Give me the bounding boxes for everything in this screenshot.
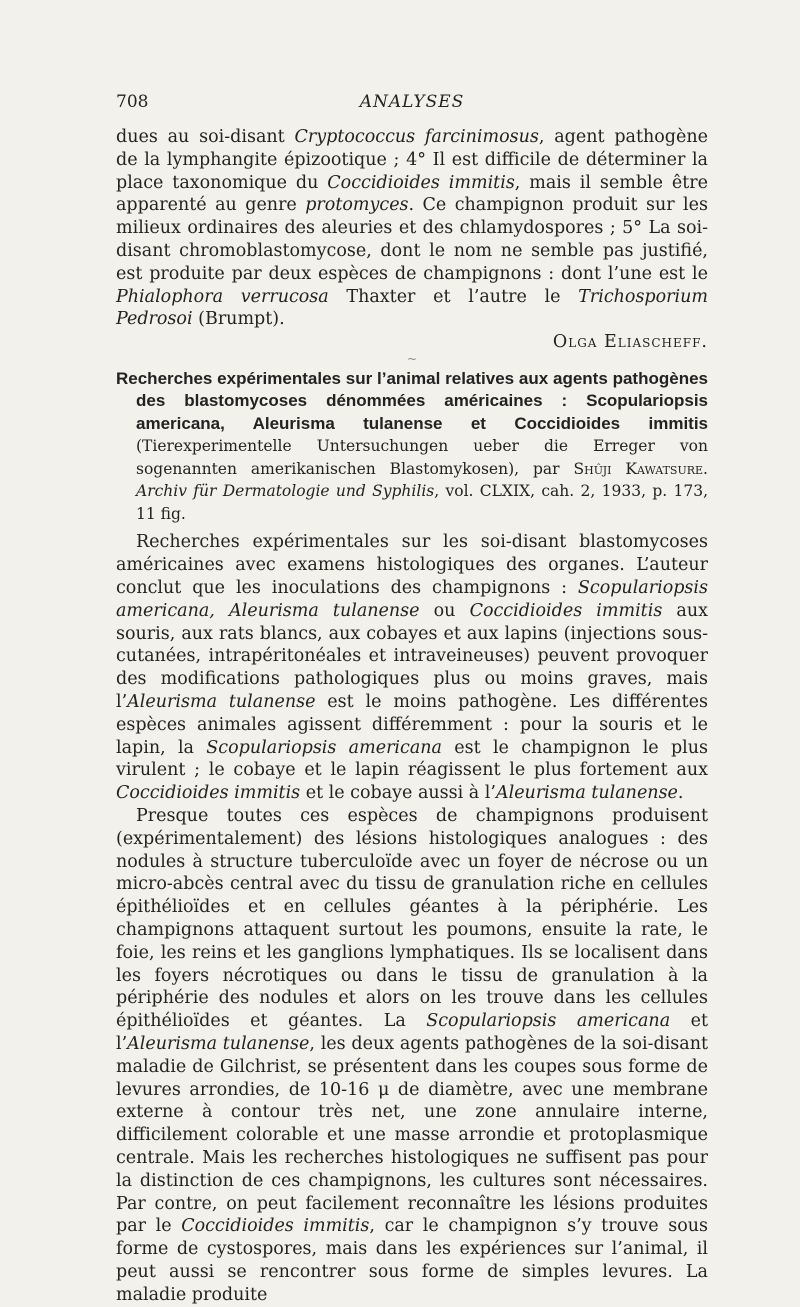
previous-review-ending: dues au soi-disant Cryptococcus farcinimosus, agent pathogène de la lymphangite épizootique ; 4° Il est difficile de déterminer la place taxonomique du Coccidioides immitis, mais il semble être apparenté au genre protomyces. Ce champignon produit sur les milieux ordinaires des aleuries et des chlamydospores ; 5° La soi-disant chromoblastomycose, dont le nom ne semble pas justifié, est produite par deux espèces de champignons : dont l’une est le Phialophora verrucosa Thaxter et l’autre le Trichosporium Pedrosoi (Brumpt). [116,127,708,330]
page-number: 708 [116,92,149,112]
page-body [116,126,708,1307]
article-author: Shûji Kawatsure [573,459,704,478]
article-title: Recherches expérimentales sur l’animal relatives aux agents pathogènes des blastomycoses dénommées américaines : Scopulariopsis americana, Aleurisma tulanense et Coccidioides immitis [116,368,708,433]
review-paragraph-2: Presque toutes ces espèces de champignons produisent (expérimentalement) des lésions histologiques analogues : des nodules à structure tuberculoïde avec un foyer de nécrose ou un micro-abcès central avec du tissu de granulation riche en cellules épithélioïdes et en cellules géantes à la périphérie. Les champignons attaquent surtout les poumons, ensuite la rate, le foie, les reins et les ganglions lymphatiques. Ils se localisent dans les foyers nécrotiques ou dans le tissu de granulation à la périphérie des nodules et alors on les trouve dans les cellules épithélioïdes et géantes. La Scopulariopsis americana et l’Aleurisma tulanense, les deux agents pathogènes de la soi-disant maladie de Gilchrist, se présentent dans les coupes sous forme de levures arrondies, de 10-16 μ de diamètre, avec une membrane externe à contour très net, une zone annulaire interne, difficilement colorable et une masse arrondie et protoplasmique centrale. Mais les recherches histologiques ne suffisent pas pour la distinction de ces champignons, les cultures sont nécessaires. Par contre, on peut facilement reconnaître les lésions produites par le Coccidioides immitis, car le champignon s’y trouve sous forme de cystospores, mais dans les expériences sur l’animal, il peut aussi se rencontrer sous forme de simples levures. La maladie produite [116,806,709,1305]
running-head: ANALYSES [359,92,465,112]
article-journal: Archiv für Dermatologie und Syphilis [136,482,435,501]
review-paragraph-1: Recherches expérimentales sur les soi-disant blastomycoses américaines avec examens histologiques des organes. L’auteur conclut que les inoculations des champignons : Scopulariopsis americana, Aleurisma tulanense ou Coccidioides immitis aux souris, aux rats blancs, aux cobayes et aux lapins (injections sous-cutanées, intrapéritonéales et intraveineuses) peuvent provoquer des modifications pathologiques plus ou moins graves, mais l’Aleurisma tulanense est le moins pathogène. Les différentes espèces animales agissent différemment : pour la souris et le lapin, la Scopulariopsis americana est le champignon le plus virulent ; le cobaye et le lapin réagissent le plus fortement aux Coccidioides immitis et le cobaye aussi à l’Aleurisma tulanense. [116,532,709,804]
reviewer-signature: Olga Eliascheff. [552,332,708,353]
article-heading: Recherches expérimentales sur l’animal relatives aux agents pathogènes des blastomycoses dénommées américaines : Scopulariopsis americana, Aleurisma tulanense et Coccidioides immitis (Tierexperimentelle Untersuchungen ueber die Erreger von sogenannten amerikanischen Blastomykosen), par Shûji Kawatsure. Archiv für Dermatologie und Syphilis, vol. CLXIX, cah. 2, 1933, p. 173, 11 fig. [116,368,708,523]
page-header [116,92,708,116]
section-separator: ~ [406,351,418,366]
